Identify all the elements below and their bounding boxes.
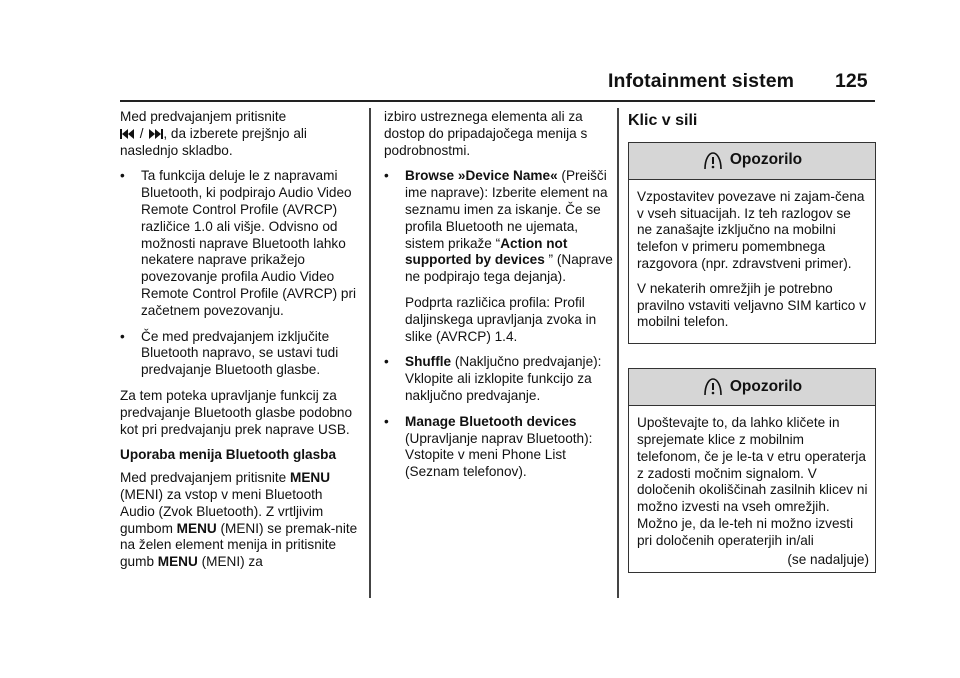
warning-header: Opozorilo — [629, 369, 875, 406]
warning-box-1 — [628, 142, 876, 344]
warning-icon — [702, 151, 724, 171]
bullet-shuffle: • Shuffle (Naključno predvajanje): Vklopite ali izklopite funkcijo za naključno predvajanje. — [384, 354, 602, 403]
skip-back-icon — [120, 128, 134, 140]
warning-body: Vzpostavitev povezave ni zajam-čena v vseh situacijah. Iz teh razlogov se ne zanašajte izključno na mobilni telefon v primeru pomembnega razgovora (npr. zdravstveni primer). V nekaterih omrežjih je potrebno pravilno vstaviti veljavno SIM kartico v mobilni telefon. — [637, 188, 866, 330]
bullet-avrcp-note: • Ta funkcija deluje le z napravami Bluetooth, ki podpirajo Audio Video Remote Control Profile (AVRCP) različice 1.0 ali višje. Odvisno od možnosti naprave Bluetooth lahko nekatere naprave prikažejo povezovanje profila Audio Video Remote Control Profile (AVRCP) pri začetnem povezovanju. — [120, 168, 357, 318]
paragraph-continue: izbiro ustreznega elementa ali za dostop do pripadajočega menija s podrobnostmi. — [384, 109, 588, 158]
paragraph-usb-like: Za tem poteka upravljanje funkcij za predvajanje Bluetooth glasbe podobno kot pri predvajanju prek naprave USB. — [120, 387, 353, 437]
page-header-title: Infotainment sistem — [608, 70, 795, 92]
bullet-disconnect-note: • Če med predvajanjem izključite Bluetooth napravo, se ustavi tudi predvajanje Bluetooth glasbe. — [120, 328, 339, 378]
column-right — [628, 109, 876, 597]
continued-note: (se nadaljuje) — [787, 551, 869, 567]
paragraph-prev-next: Med predvajanjem pritisnite / , da izberete prejšnjo ali naslednjo skladbo. — [120, 109, 307, 158]
page-number: 125 — [835, 70, 868, 92]
warning-header: Opozorilo — [629, 143, 875, 180]
warning-box-2 — [628, 368, 876, 573]
header-rule — [120, 100, 875, 102]
subheading-bt-menu: Uporaba menija Bluetooth glasba — [120, 447, 337, 463]
column-divider-2 — [617, 108, 619, 598]
column-left — [120, 109, 360, 580]
paragraph-menu-usage: Med predvajanjem pritisnite MENU (MENI) za vstop v meni Bluetooth Audio (Zvok Bluetooth). Z vrtljivim gumbom MENU (MENI) se premak-nite na želen element menija in pritisnite gumb MENU (MENI) za — [120, 470, 358, 570]
section-title-emergency-call: Klic v sili — [628, 112, 698, 129]
column-middle — [384, 109, 616, 490]
bullet-browse-sub: Podprta različica profila: Profil daljinskega upravljanja zvoka in slike (AVRCP) 1.4. — [405, 294, 597, 344]
warning-body: Upoštevajte to, da lahko kličete in sprejemate klice z mobilnim telefonom, če je le-ta v etru operaterja z zadosti močnim signalom. V določenih okoliščinah zasilnih klicev ni možno izvesti na vseh omrežjih. Možno je, da le-teh ni možno izvesti pri določenih operaterjih in/ali (se nadaljuje) — [637, 415, 869, 567]
bullet-manage-devices: • Manage Bluetooth devices (Upravljanje naprav Bluetooth): Vstopite v meni Phone List (Seznam telefonov). — [384, 413, 593, 480]
skip-forward-icon — [149, 128, 163, 140]
bullet-browse: • Browse »Device Name« (Preišči ime naprave): Izberite element na seznamu imen za iskanje. Če se profila Bluetooth ne ujemata, sistem prikaže “Action not supported by devices ” (Naprave ne podpirajo tega dejanja). — [384, 168, 613, 285]
warning-icon — [702, 377, 724, 397]
column-divider-1 — [369, 108, 371, 598]
